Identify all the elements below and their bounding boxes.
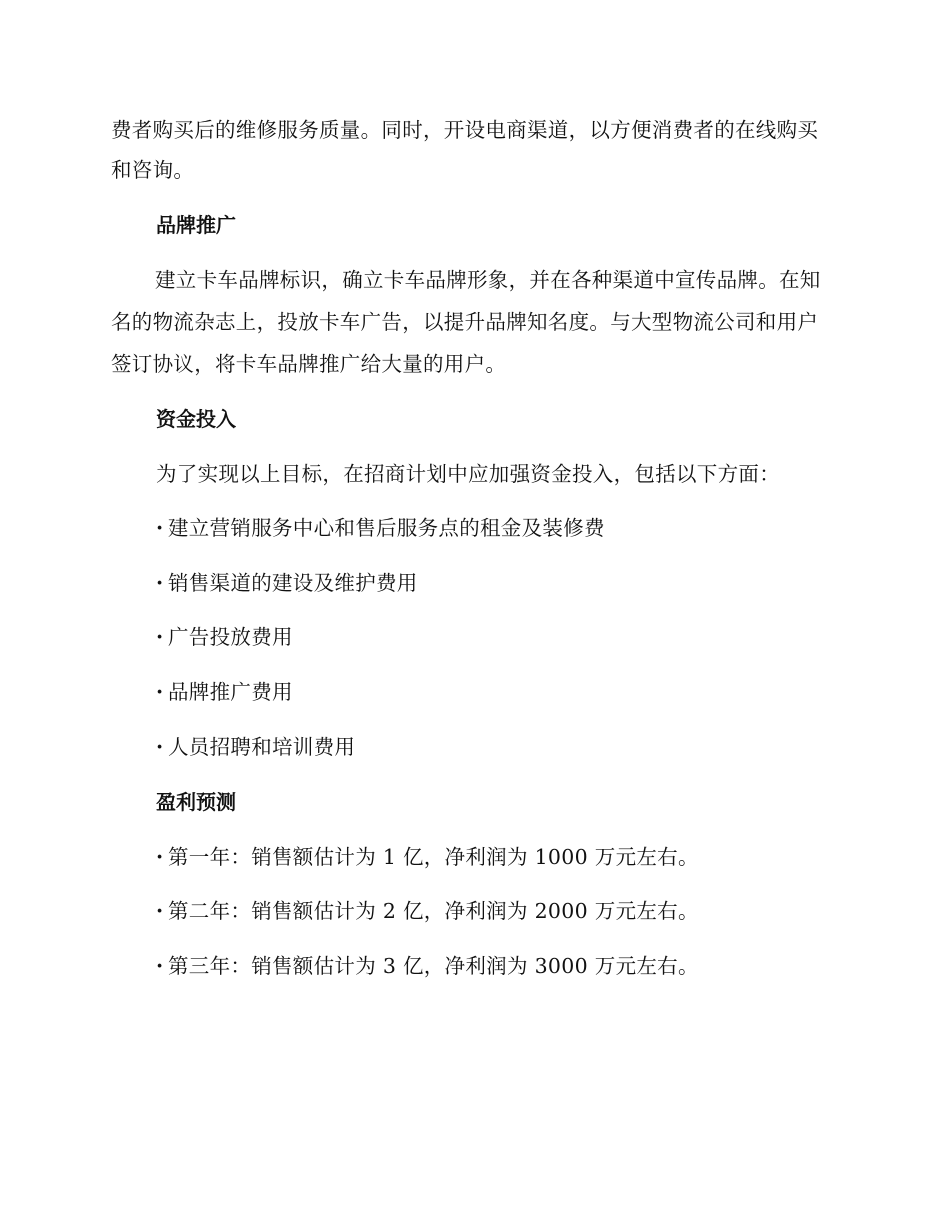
list-item [156,678,293,706]
brand-promotion-paragraph: 建立卡车品牌标识，确立卡车品牌形象，并在各种渠道中宣传品牌。在知名的物流杂志上，投放卡车广告，以提升品牌知名度。与大型物流公司和用户签订协议，将卡车品牌推广给大量的用户。 [111,268,821,376]
list-item-text: 建立营销服务中心和售后服务点的租金及装修费 [168,516,605,540]
bullet-marker: · [156,625,164,649]
list-item-text: 人员招聘和培训费用 [168,735,356,759]
section-heading-brand-promotion: 品牌推广 [156,213,236,237]
list-item-text: 品牌推广费用 [168,680,293,704]
list-item-text: 销售渠道的建设及维护费用 [168,571,418,595]
list-item-text: 第一年：销售额估计为 1 亿，净利润为 1000 万元左右。 [168,845,699,869]
capital-investment-intro: 为了实现以上目标，在招商计划中应加强资金投入，包括以下方面： [156,462,780,486]
bullet-marker: · [156,735,164,759]
list-item-text: 第二年：销售额估计为 2 亿，净利润为 2000 万元左右。 [168,899,699,923]
bullet-marker: · [156,954,164,978]
list-item [156,897,699,925]
intro-continuation-paragraph: 费者购买后的维修服务质量。同时，开设电商渠道，以方便消费者的在线购买和咨询。 [111,118,819,182]
list-item [156,623,293,651]
list-item [156,569,418,597]
list-item [156,952,699,980]
bullet-marker: · [156,899,164,923]
list-item [156,843,699,871]
list-item-text: 第三年：销售额估计为 3 亿，净利润为 3000 万元左右。 [168,954,699,978]
bullet-marker: · [156,680,164,704]
section-heading-profit-forecast: 盈利预测 [156,790,236,814]
bullet-marker: · [156,845,164,869]
list-item [156,514,605,542]
list-item [156,733,355,761]
bullet-marker: · [156,516,164,540]
bullet-marker: · [156,571,164,595]
section-heading-capital-investment: 资金投入 [156,407,236,431]
list-item-text: 广告投放费用 [168,625,293,649]
